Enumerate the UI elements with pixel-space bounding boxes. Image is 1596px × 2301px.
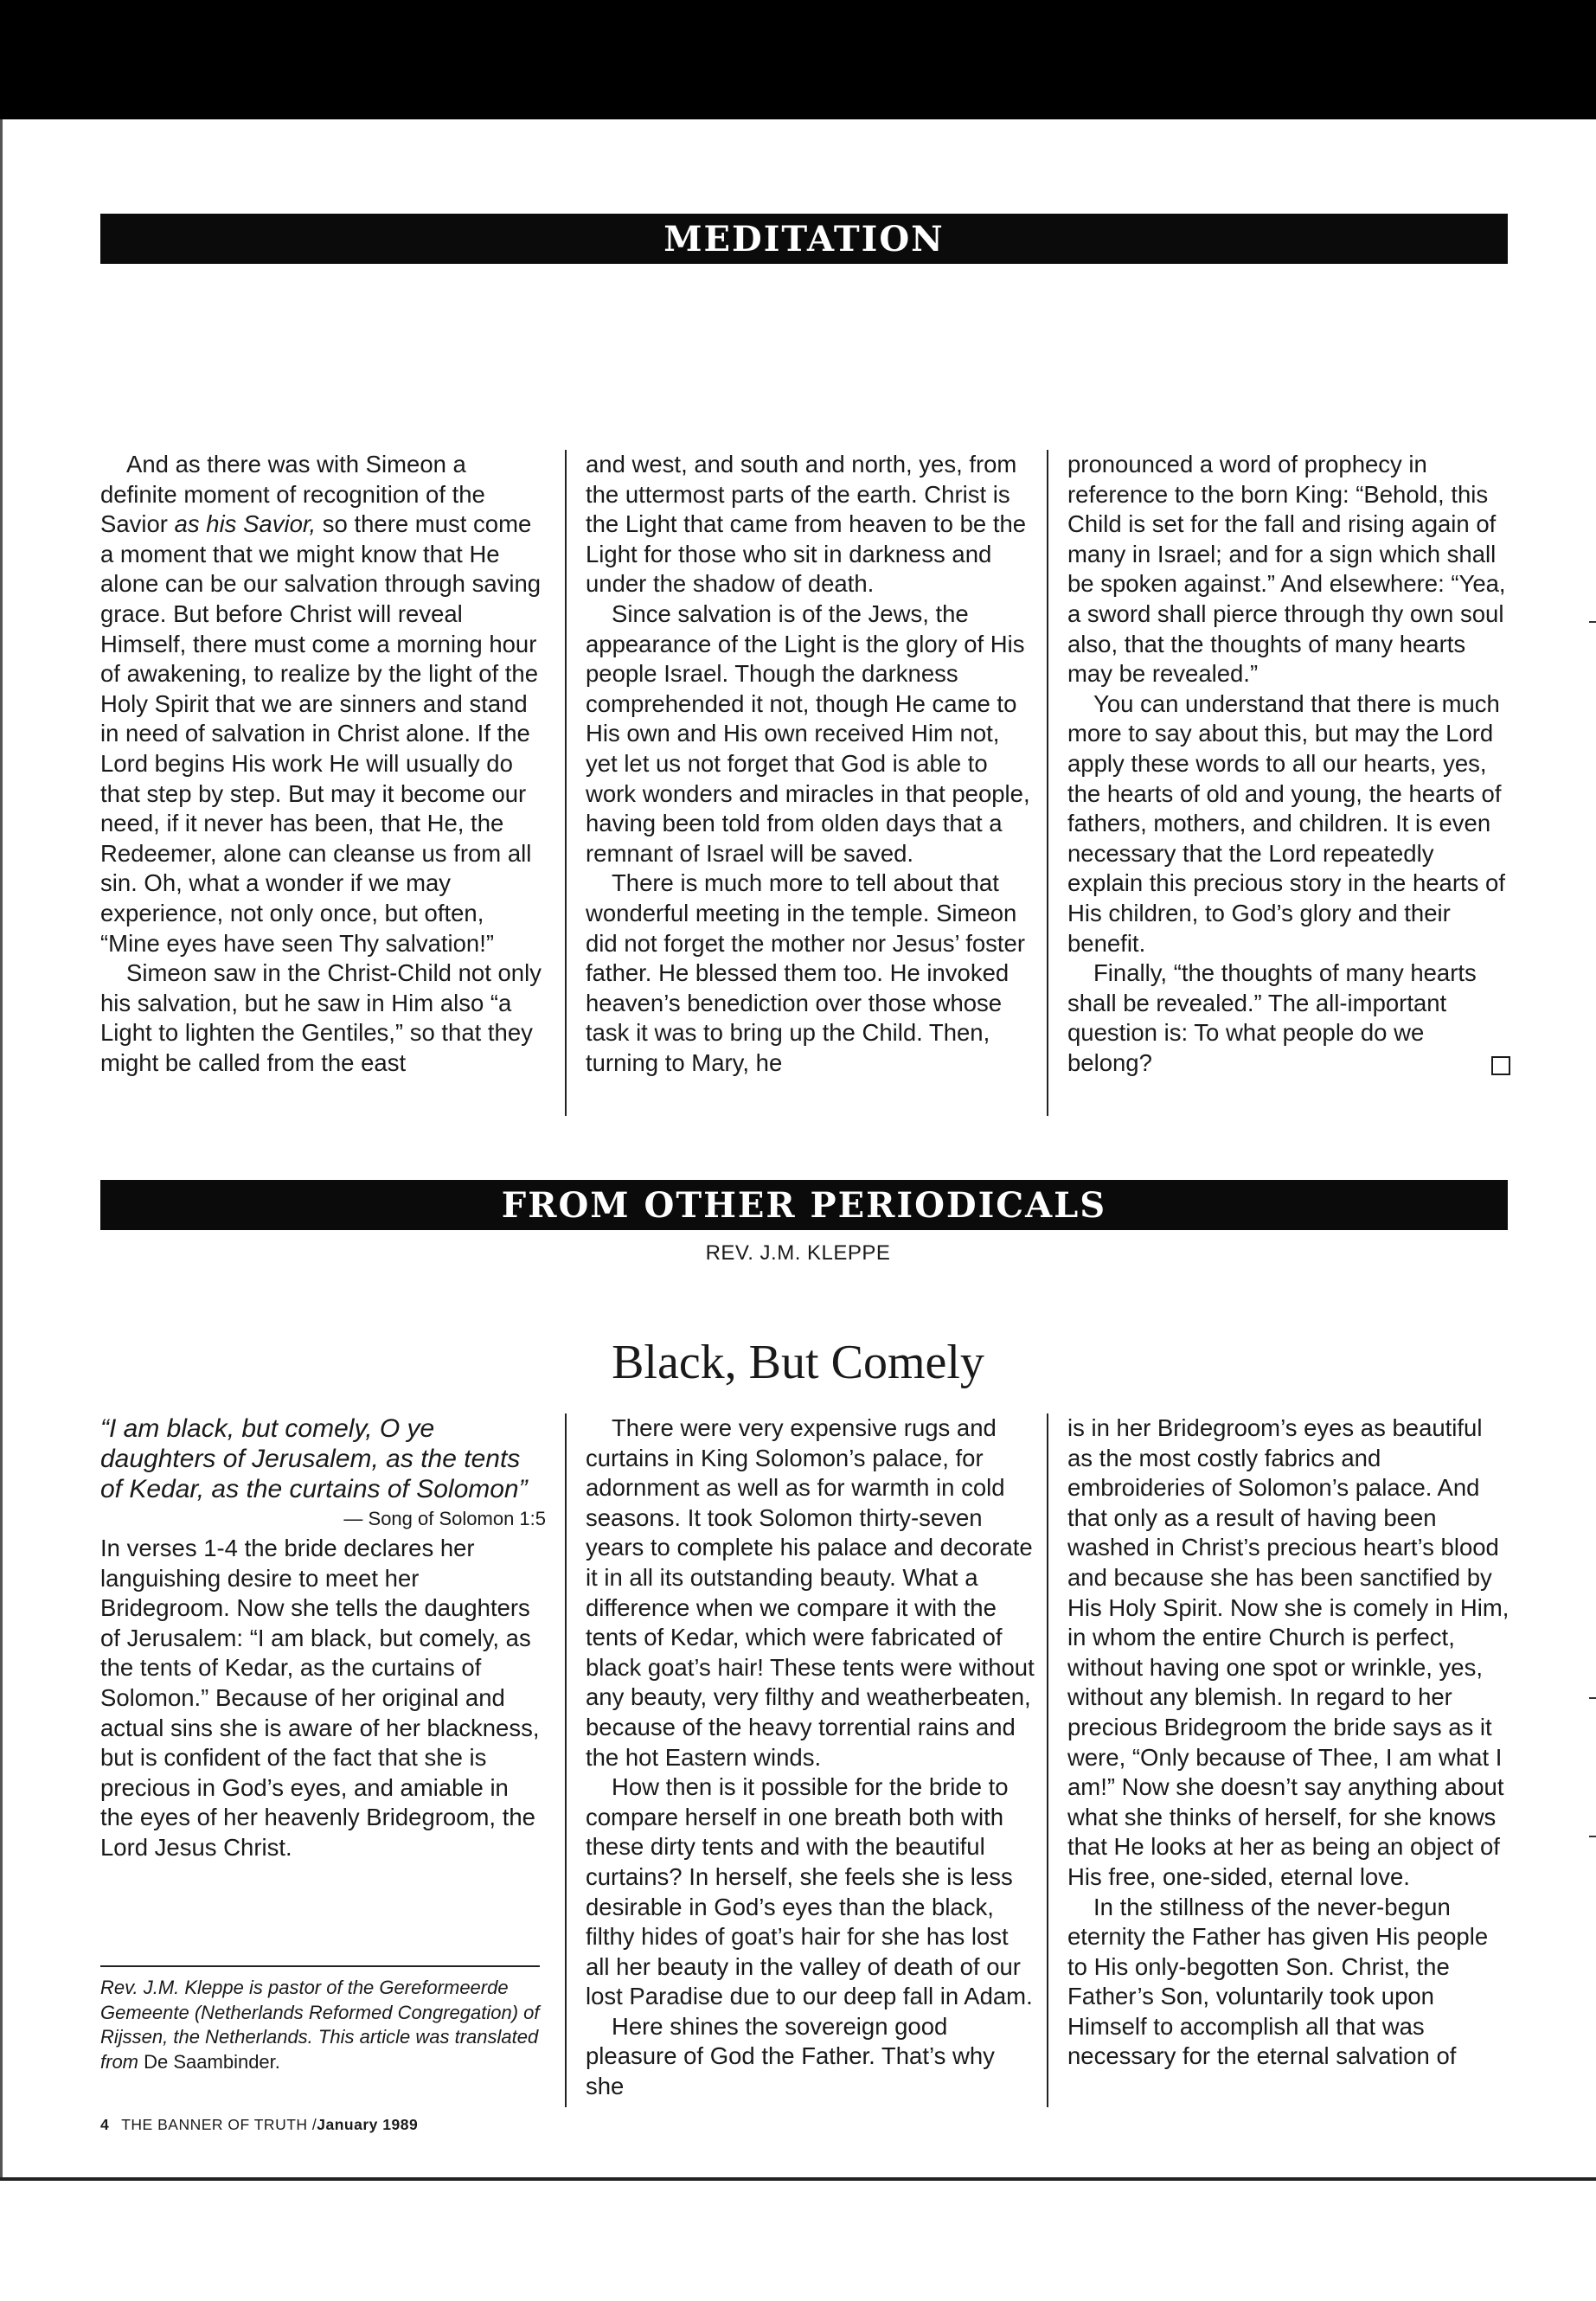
periodicals-banner: FROM OTHER PERIODICALS — [100, 1180, 1508, 1230]
text-run: Finally, “the thoughts of many hearts shall be revealed.” The all-important question is: To what people do we belong? — [1067, 959, 1477, 1076]
article-column-1 — [100, 1413, 546, 1863]
article-column-3 — [1067, 1413, 1510, 2072]
article-paragraph: In the stillness of the never-begun eternity the Father has given His people to His only-begotten Son. Christ, the Father’s Son, voluntarily took upon Himself to accomplish all that was necessary for the eternal salvation of — [1067, 1893, 1489, 2070]
scan-left-edge — [0, 119, 3, 2178]
meditation-paragraph: pronounced a word of prophecy in reference to the born King: “Behold, this Child is set for the fall and rising again of many in Israel; and for a sign which shall be spoken against.” And elsewhere: “Yea, a sword shall pierce through thy own soul also, that the thoughts of many hearts may be revealed.” — [1067, 451, 1506, 688]
column-rule — [1047, 450, 1048, 1116]
footnote-source: De Saambinder. — [144, 2050, 280, 2073]
meditation-paragraph: Simeon saw in the Christ-Child not only his salvation, but he saw in Him also “a Light to lighten the Gentiles,” so that they might be called from the east — [100, 959, 542, 1076]
article-paragraph: In verses 1-4 the bride declares her languishing desire to meet her Bridegroom. Now she tells the daughters of Jerusalem: “I am black, but comely, as the tents of Kedar, as the curtains of Solomon.” Because of her original and actual sins she is aware of her blackness, but is confident of the fact that she is precious in God’s eyes, and amiable in the eyes of her heavenly Bridegroom, the Lord Jesus Christ. — [100, 1535, 540, 1861]
scan-edge-mark — [1589, 621, 1596, 623]
article-title: Black, But Comely — [612, 1336, 984, 1389]
meditation-banner: MEDITATION — [100, 214, 1508, 264]
article-paragraph: How then is it possible for the bride to compare herself in one breath both with these dirty tents and with the beautiful curtains? In herself, she feels she is less desirable in God’s eyes than the black, filthy hides of goat’s hair for she has lost all her beauty in the valley of death of our lost Paradise due to our deep fall in Adam. — [586, 1773, 1033, 2010]
column-rule — [565, 1413, 567, 2107]
page-folio — [100, 2116, 418, 2134]
article-paragraph: Here shines the sovereign good pleasure of God the Father. That’s why she — [586, 2012, 995, 2100]
column-rule — [1047, 1413, 1048, 2107]
meditation-paragraph — [1067, 958, 1510, 1078]
author-footnote — [100, 1976, 546, 2074]
text-run: And as there was with Simeon a definite moment of recognition of the Savior — [100, 451, 485, 538]
meditation-column-3 — [1067, 450, 1510, 1078]
article-paragraph: There were very expensive rugs and curtains in King Solomon’s palace, for adornment as well as for warmth in cold seasons. It took Solomon thirty-seven years to complete his palace and decorate it in all its outstanding beauty. What a difference when we compare it with the tents of Kedar, which were fabricated of black goat’s hair! These tents were without any beauty, very filthy and weatherbeaten, because of the heavy torrential rains and the hot Eastern winds. — [586, 1414, 1035, 1771]
author-byline: REV. J.M. KLEPPE — [705, 1241, 891, 1265]
meditation-column-1 — [100, 450, 546, 1078]
meditation-paragraph: and west, and south and north, yes, from the uttermost parts of the earth. Christ is the Light that came from heaven to be the Light for those who sit in darkness and under the shadow of death. — [586, 451, 1027, 598]
meditation-paragraph — [100, 450, 546, 958]
article-paragraph: is in her Bridegroom’s eyes as beautiful as the most costly fabrics and embroideries of Solomon’s palace. And that only as a result of having been washed in Christ’s precious heart’s blood and because she has been sanctified by His Holy Spirit. Now she is comely in Him, in whom the entire Church is perfect, without having one spot or wrinkle, yes, without any blemish. In regard to her precious Bridegroom the bride says as it were, “Only because of Thee, I am what I am!” Now she doesn’t say anything about what she thinks of herself, for she knows that He looks at her as being an object of His free, one-sided, eternal love. — [1067, 1414, 1509, 1890]
footnote-text: Rev. J.M. Kleppe is pastor of the Gereformeerde Gemeente (Netherlands Reformed Congregation) of Rijssen, the Netherlands. This article was translated from — [100, 1977, 540, 2073]
text-run: so there must come a moment that we might know that He alone can be our salvation through saving grace. But before Christ will reveal Himself, there must come a morning hour of awakening, to realize by the light of the Holy Spirit that we are sinners and stand in need of salvation in Christ alone. If the Lord begins His work He will usually do that step by step. But may it become our need, if it never has been, that He, the Redeemer, alone can cleanse us from all sin. Oh, what a wonder if we may experience, not only once, but often, “Mine eyes have seen Thy salvation!” — [100, 510, 542, 957]
emphasis-text: as his Savior, — [174, 510, 317, 538]
scan-edge-mark — [1589, 1697, 1596, 1699]
scan-bottom-border — [0, 2177, 1596, 2181]
meditation-paragraph: Since salvation is of the Jews, the appearance of the Light is the glory of His people Israel. Though the darkness comprehended it not, though He came to His own and His own received Him not, yet let us not forget that God is able to work wonders and miracles in that people, having been told from olden days that a remnant of Israel will be saved. — [586, 599, 1030, 867]
scan-edge-mark — [1589, 1836, 1596, 1837]
meditation-paragraph: There is much more to tell about that wonderful meeting in the temple. Simeon did not forget the mother nor Jesus’ foster father. He blessed them too. He invoked heaven’s benediction over those whose task it was to bring up the Child. Then, turning to Mary, he — [586, 869, 1025, 1076]
scan-top-border — [0, 0, 1596, 119]
footnote-rule — [100, 1965, 540, 1967]
article-column-2 — [586, 1413, 1035, 2102]
end-of-article-square-icon — [1491, 1056, 1510, 1075]
meditation-paragraph: You can understand that there is much more to say about this, but may the Lord apply these words to all our hearts, yes, the hearts of old and young, the hearts of fathers, mothers, and children. It is even necessary that the Lord repeatedly explain this precious story in the hearts of His children, to God’s glory and their benefit. — [1067, 689, 1505, 957]
column-rule — [565, 450, 567, 1116]
publication-name: THE BANNER OF TRUTH / — [121, 2116, 317, 2133]
meditation-column-2 — [586, 450, 1035, 1078]
epigraph-quote: “I am black, but comely, O ye daughters of Jerusalem, as the tents of Kedar, as the curtains of Solomon” — [100, 1414, 528, 1503]
issue-date: January 1989 — [317, 2116, 419, 2133]
epigraph-attribution: — Song of Solomon 1:5 — [343, 1508, 546, 1529]
page-number: 4 — [100, 2116, 110, 2133]
